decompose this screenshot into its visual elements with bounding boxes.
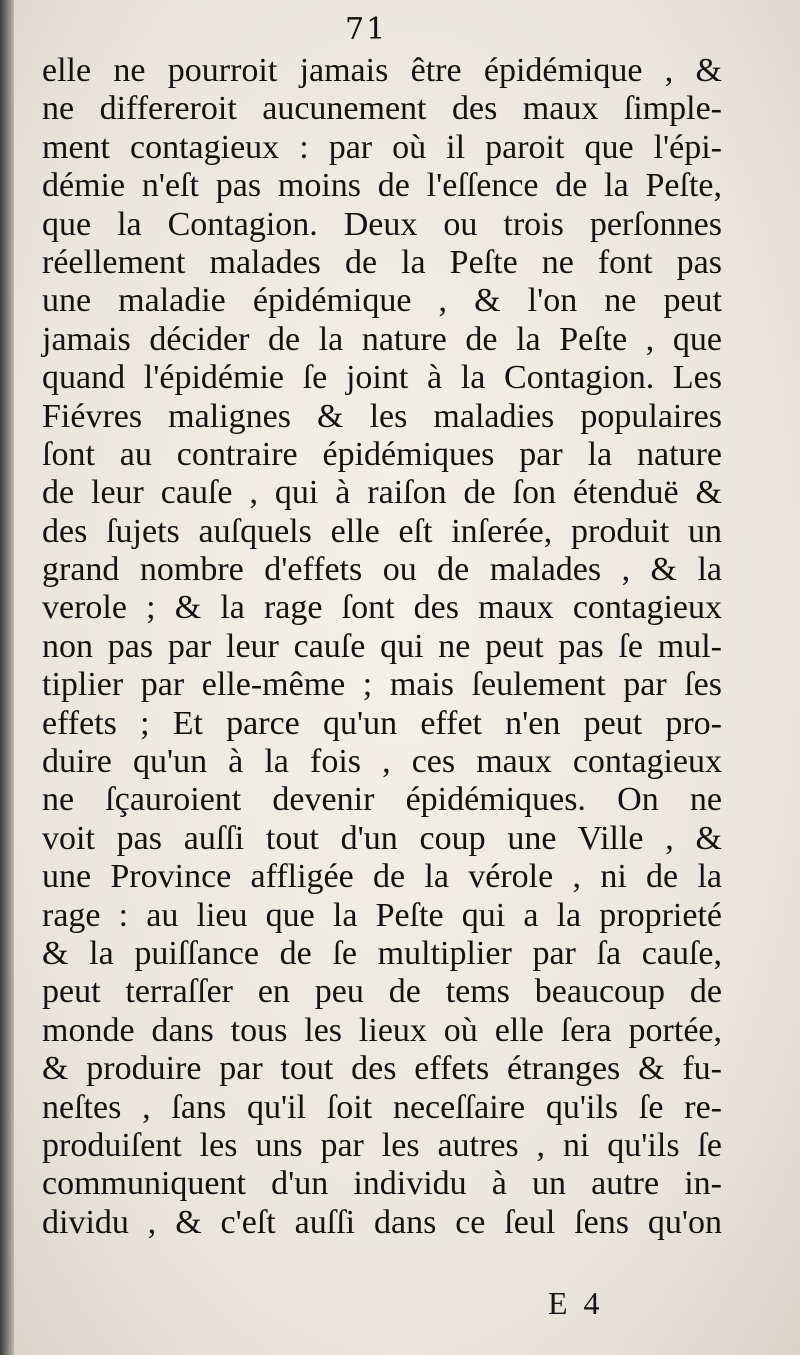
text-line: non pas par leur cauſe qui ne peut pas ſe mul- [42,627,722,665]
page-number: 71 [345,12,388,47]
text-line: voit pas auſſi tout d'un coup une Ville , & [42,819,722,857]
text-line: démie n'eſt pas moins de l'eſſence de la Peſte, [42,167,722,205]
body-text [42,52,722,1242]
text-line: une Province affligée de la vérole , ni de la [42,858,722,896]
text-line: que la Contagion. Deux ou trois perſonnes [42,205,722,243]
text-line: Fiévres malignes & les maladies populaires [42,397,722,435]
text-line: produiſent les uns par les autres , ni qu'ils ſe [42,1126,722,1164]
page-gutter-shadow [0,0,14,1355]
text-line: jamais décider de la nature de la Peſte , que [42,320,722,358]
text-line: tiplier par elle-même ; mais ſeulement par ſes [42,666,722,704]
text-line: effets ; Et parce qu'un effet n'en peut pro- [42,704,722,742]
text-line: quand l'épidémie ſe joint à la Contagion. Les [42,359,722,397]
text-line: rage : au lieu que la Peſte qui a la proprieté [42,896,722,934]
text-line: & produire par tout des effets étranges & fu- [42,1050,722,1088]
text-line: communiquent d'un individu à un autre in- [42,1165,722,1203]
text-line: des ſujets auſquels elle eſt inſerée, produit un [42,512,722,550]
text-line: monde dans tous les lieux où elle ſera portée, [42,1011,722,1049]
text-line: ne differeroit aucunement des maux ſimple- [42,90,722,128]
signature-mark: E 4 [548,1285,600,1321]
text-line: elle ne pourroit jamais être épidémique , & [42,52,722,89]
text-line: peut terraſſer en peu de tems beaucoup de [42,973,722,1011]
text-line: duire qu'un à la fois , ces maux contagieux [42,743,722,781]
text-line: une maladie épidémique , & l'on ne peut [42,282,722,320]
text-line: grand nombre d'effets ou de malades , & la [42,551,722,589]
text-line: neſtes , ſans qu'il ſoit neceſſaire qu'ils ſe re- [42,1088,722,1126]
text-line: dividu , & c'eſt auſſi dans ce ſeul ſens qu'on [42,1203,722,1241]
text-line: ſont au contraire épidémiques par la nature [42,435,722,473]
text-line: de leur cauſe , qui à raiſon de ſon étenduë & [42,474,722,512]
text-line: réellement malades de la Peſte ne font pas [42,243,722,281]
text-line: verole ; & la rage ſont des maux contagieux [42,589,722,627]
text-line: ment contagieux : par où il paroit que l'épi- [42,128,722,166]
text-line: & la puiſſance de ſe multiplier par ſa cauſe, [42,934,722,972]
text-line: ne ſçauroient devenir épidémiques. On ne [42,781,722,819]
